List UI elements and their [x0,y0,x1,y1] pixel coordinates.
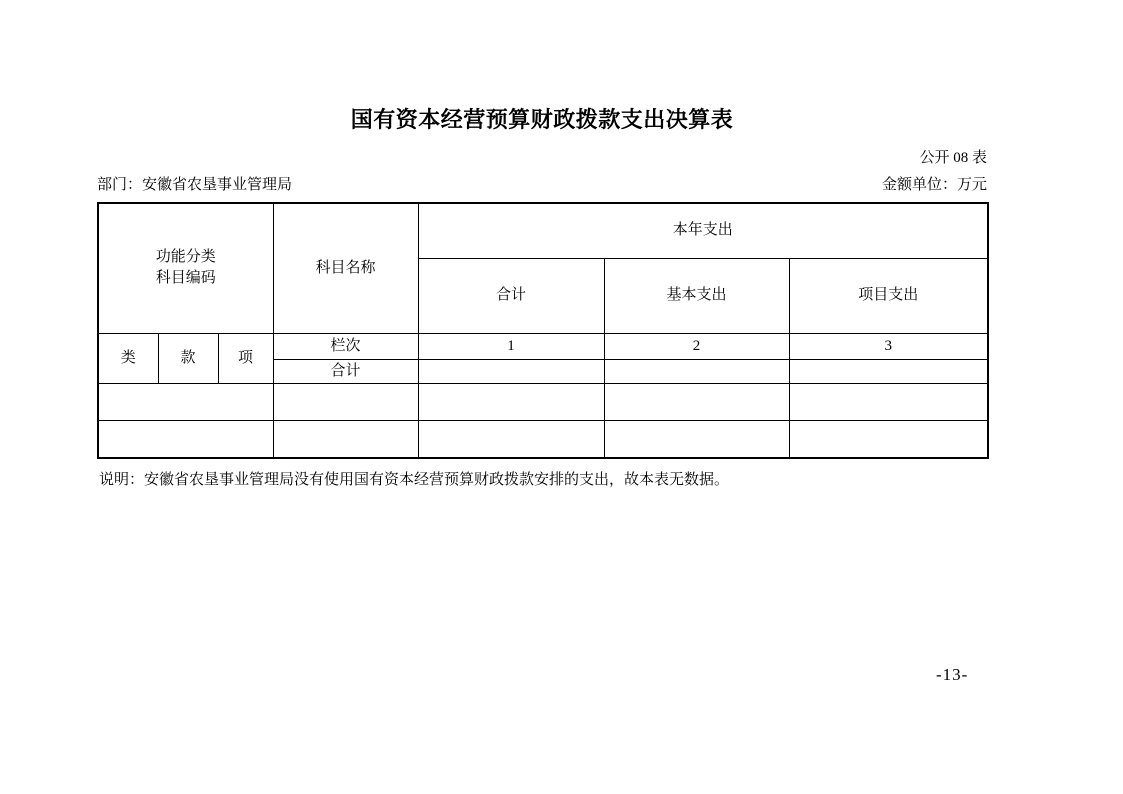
page-number: -13- [936,665,969,684]
total-row-value-basic [604,359,789,383]
empty-cell [273,383,418,420]
department-label: 部门：安徽省农垦事业管理局 [97,177,293,193]
amount-unit-label: 金额单位：万元 [881,177,987,193]
subheader-category: 类 [98,333,158,383]
header-functional-code [98,203,273,333]
empty-cell [98,383,273,420]
column-index-3: 3 [789,333,988,359]
empty-cell [418,383,604,420]
column-index-2: 2 [604,333,789,359]
empty-cell [418,420,604,458]
header-total: 合计 [418,258,604,333]
empty-cell [98,420,273,458]
empty-cell [789,383,988,420]
header-project-expenditure: 项目支出 [789,258,988,333]
header-current-year-expenditure: 本年支出 [418,203,988,258]
empty-cell [789,420,988,458]
column-index-label: 栏次 [273,333,418,359]
header-basic-expenditure: 基本支出 [604,258,789,333]
header-functional-code-line1: 功能分类 [155,249,216,266]
empty-cell [604,420,789,458]
expenditure-table [97,202,989,459]
total-row-label: 合计 [273,359,418,383]
total-row-value-total [418,359,604,383]
column-index-1: 1 [418,333,604,359]
subheader-section: 款 [158,333,218,383]
empty-data-row [98,383,988,420]
explanatory-note: 说明：安徽省农垦事业管理局没有使用国有资本经营预算财政拨款安排的支出，故本表无数据。 [99,472,730,488]
empty-cell [604,383,789,420]
form-code-label: 公开 08 表 [919,150,987,166]
empty-cell [273,420,418,458]
empty-data-row [98,420,988,458]
page-title: 国有资本经营预算财政拨款支出决算表 [350,107,734,132]
header-row-1 [98,203,988,258]
subheader-item: 项 [218,333,273,383]
header-subject-name: 科目名称 [273,203,418,333]
column-index-row [98,333,988,359]
meta-row [97,175,987,195]
header-functional-code-line2: 科目编码 [155,270,216,287]
total-row-value-project [789,359,988,383]
